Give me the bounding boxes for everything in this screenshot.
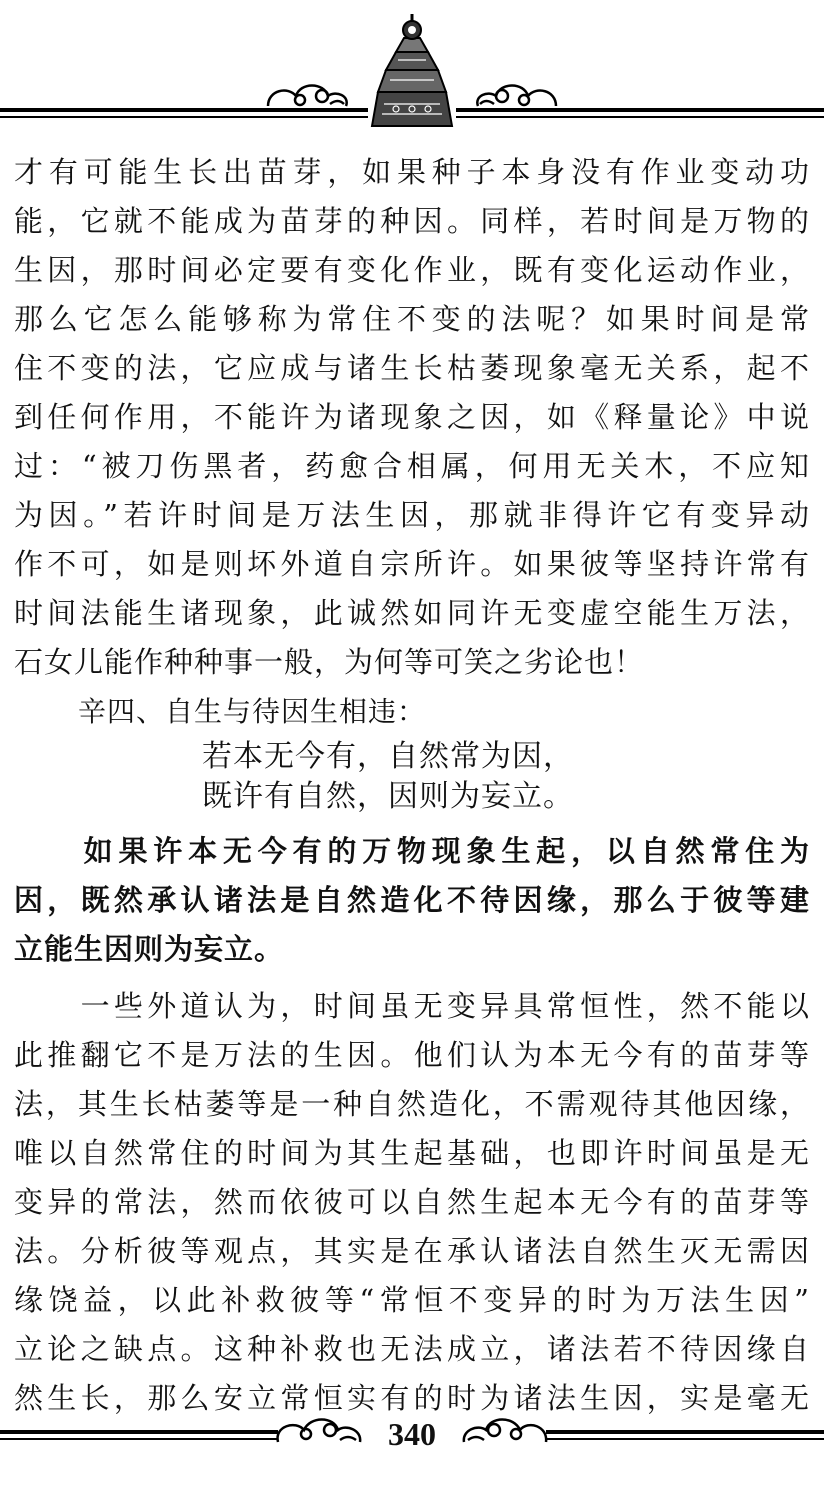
text-line: 为因。”若许时间是万法生因，那就非得许它有变异动 [14,498,810,532]
text-line: 作不可，如是则坏外道自宗所许。如果彼等坚持许常有 [14,547,810,581]
bold-line: 因，既然承认诸法是自然造化不待因缘，那么于彼等建 [14,883,810,917]
text-line: 生因，那时间必定要有变化作业，既有变化运动作业， [14,253,810,287]
text-line: 才有可能生长出苗芽，如果种子本身没有作业变动功 [14,155,810,189]
text-line: 法。分析彼等观点，其实是在承认诸法自然生灭无需因 [14,1234,810,1268]
bold-line: 立能生因则为妄立。 [14,932,285,966]
text-line: 住不变的法，它应成与诸生长枯萎现象毫无关系，起不 [14,351,810,385]
header-ornament [0,0,824,140]
text-line: 唯以自然常住的时间为其生起基础，也即许时间虽是无 [14,1136,810,1170]
text-line: 那么它怎么能够称为常住不变的法呢？如果时间是常 [14,302,810,336]
text-line: 能，它就不能成为苗芽的种因。同样，若时间是万物的 [14,204,810,238]
text-line: 过：“被刀伤黑者，药愈合相属，何用无关木，不应知 [14,449,810,483]
text-line: 到任何作用，不能许为诸现象之因，如《释量论》中说 [14,400,810,434]
verse-block [14,737,810,817]
text-line: 时间法能生诸现象，此诚然如同许无变虚空能生万法， [14,596,810,630]
body-paragraph-1 [14,148,810,687]
page-number: 340 [388,1416,436,1452]
text-line: 立论之缺点。这种补救也无法成立，诸法若不待因缘自 [14,1332,810,1366]
text-line: 一些外道认为，时间虽无变异具常恒性，然不能以 [14,989,810,1023]
section-heading: 辛四、自生与待因生相违： [78,695,427,728]
cloud-scroll-left-icon [268,86,347,107]
text-line: 此推翻它不是万法的生因。他们认为本无今有的苗芽等 [14,1038,810,1072]
text-line: 变异的常法，然而依彼可以自然生起本无今有的苗芽等 [14,1185,810,1219]
bold-line: 如果许本无今有的万物现象生起，以自然常住为 [14,834,810,868]
verse-line: 若本无今有，自然常为因， [202,739,574,774]
verse-line: 既许有自然，因则为妄立。 [202,779,574,814]
stupa-emblem-icon [372,14,452,126]
cloud-scroll-right-icon [477,86,556,107]
page-content [14,148,810,1423]
body-paragraph-2 [14,982,810,1423]
text-line: 法，其生长枯萎等是一种自然造化，不需观待其他因缘， [14,1087,810,1121]
text-line: 缘饶益，以此补救彼等“常恒不变异的时为万法生因” [14,1283,810,1317]
text-line: 然生长，那么安立常恒实有的时为诸法生因，实是毫无 [14,1381,810,1415]
text-line: 石女儿能作种种事一般，为何等可笑之劣论也！ [14,645,645,679]
commentary-bold [14,827,810,974]
